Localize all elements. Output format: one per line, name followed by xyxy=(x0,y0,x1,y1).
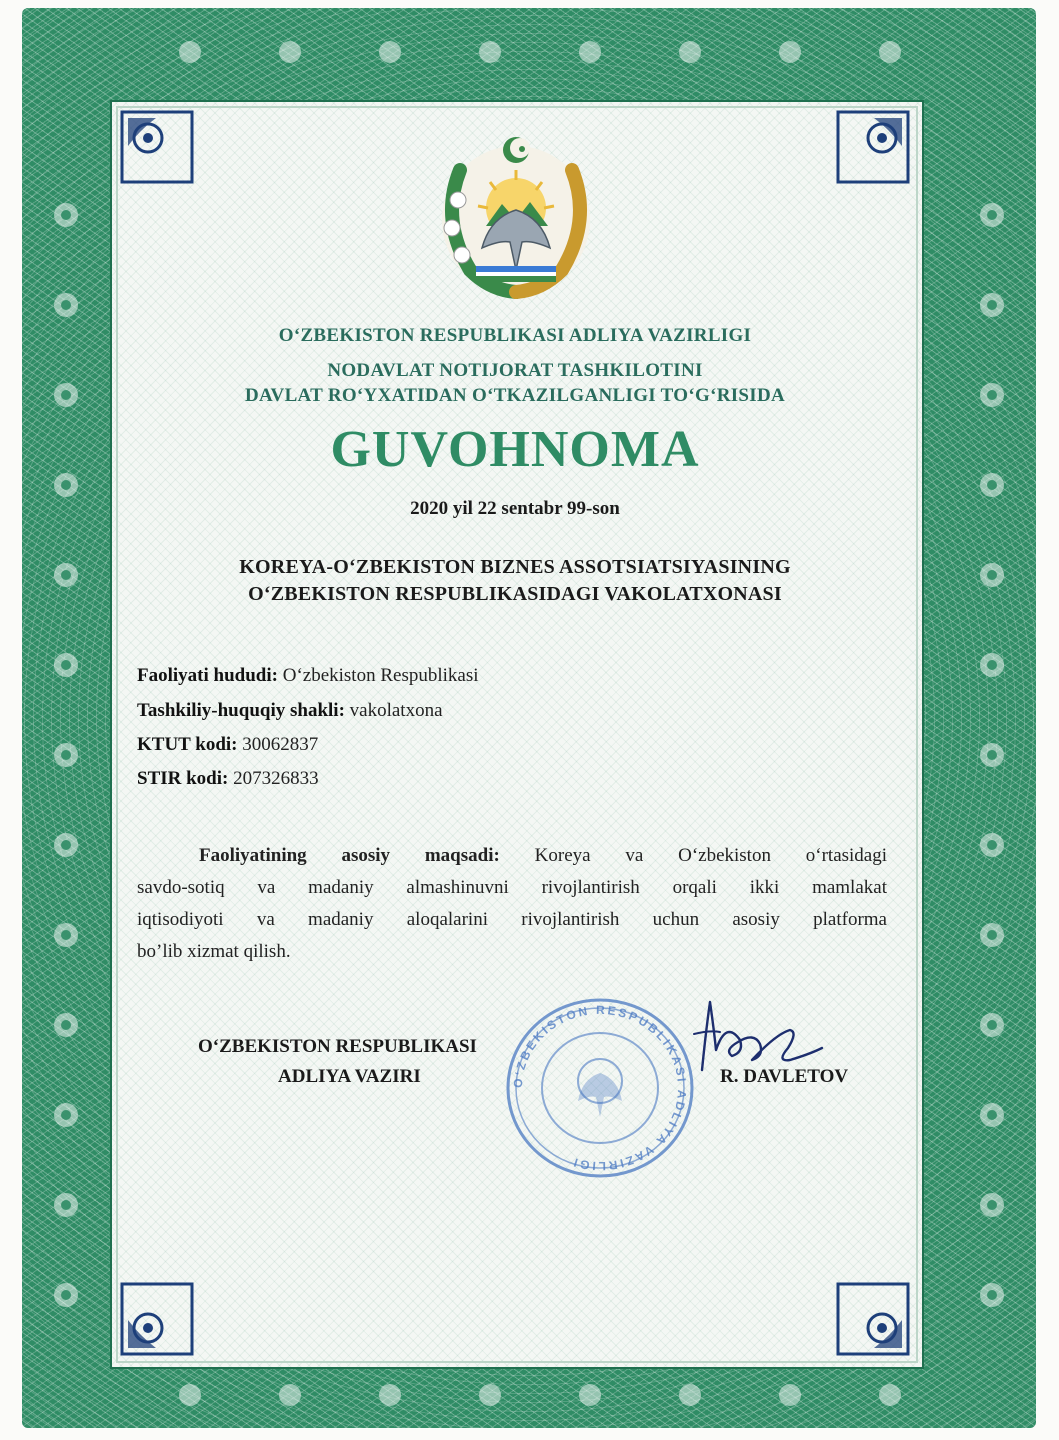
corner-ornament-icon xyxy=(836,110,910,184)
official-stamp-icon xyxy=(500,993,700,1183)
organization-name-line1: KOREYA-O‘ZBEKISTON BIZNES ASSOTSIATSIYASINING xyxy=(239,556,791,578)
corner-ornament-icon xyxy=(120,1282,194,1356)
signatory-title-line1: O‘ZBEKISTON RESPUBLIKASI xyxy=(198,1036,477,1057)
field-label: Tashkiliy-huquqiy shakli: xyxy=(137,700,345,721)
signatory-name: R. DAVLETOV xyxy=(720,1066,849,1087)
field-value: O‘zbekiston Respublikasi xyxy=(282,665,479,686)
field-ktut-code xyxy=(137,734,318,756)
state-emblem-icon xyxy=(430,130,602,302)
purpose-line: bo’lib xizmat qilish. xyxy=(137,941,291,962)
corner-ornament-icon xyxy=(120,110,194,184)
issue-date-number: 2020 yil 22 sentabr 99-son xyxy=(410,498,620,519)
field-label: KTUT kodi: xyxy=(137,734,238,755)
field-value: vakolatxona xyxy=(349,700,443,721)
purpose-line: iqtisodiyoti va madaniy aloqalarini rivojlantirish uchun asosiy platforma xyxy=(137,909,887,930)
purpose-line: savdo-sotiq va madaniy almashinuvni rivojlantirish orqali ikki mamlakat xyxy=(137,877,887,898)
certificate-title: GUVOHNOMA xyxy=(330,421,700,478)
header-line-registration: DAVLAT RO‘YXATIDAN O‘TKAZILGANLIGI TO‘G‘RISIDA xyxy=(244,385,786,406)
stamp-ring-text: O‘ZBEKISTON RESPUBLIKASI ADLIYA VAZIRLIGI xyxy=(510,1002,690,1174)
field-activity-area xyxy=(137,665,479,687)
field-value: 207326833 xyxy=(233,768,319,789)
purpose-label: Faoliyatining asosiy maqsadi: xyxy=(199,845,500,866)
header-line-ministry: O‘ZBEKISTON RESPUBLIKASI ADLIYA VAZIRLIGI xyxy=(278,325,752,346)
organization-name-line2: O‘ZBEKISTON RESPUBLIKASIDAGI VAKOLATXONASI xyxy=(248,583,782,605)
corner-ornament-icon xyxy=(836,1282,910,1356)
purpose-line: Faoliyatining asosiy maqsadi: Koreya va O‘zbekiston o‘rtasidagi xyxy=(199,845,888,866)
field-stir-code xyxy=(137,768,319,790)
field-label: Faoliyati hududi: xyxy=(137,665,278,686)
purpose-paragraph xyxy=(137,840,887,968)
field-legal-form xyxy=(137,700,443,722)
field-label: STIR kodi: xyxy=(137,768,229,789)
header-line-ngo: NODAVLAT NOTIJORAT TASHKILOTINI xyxy=(327,360,703,381)
field-value: 30062837 xyxy=(242,734,319,755)
signatory-title-line2: ADLIYA VAZIRI xyxy=(278,1066,421,1087)
